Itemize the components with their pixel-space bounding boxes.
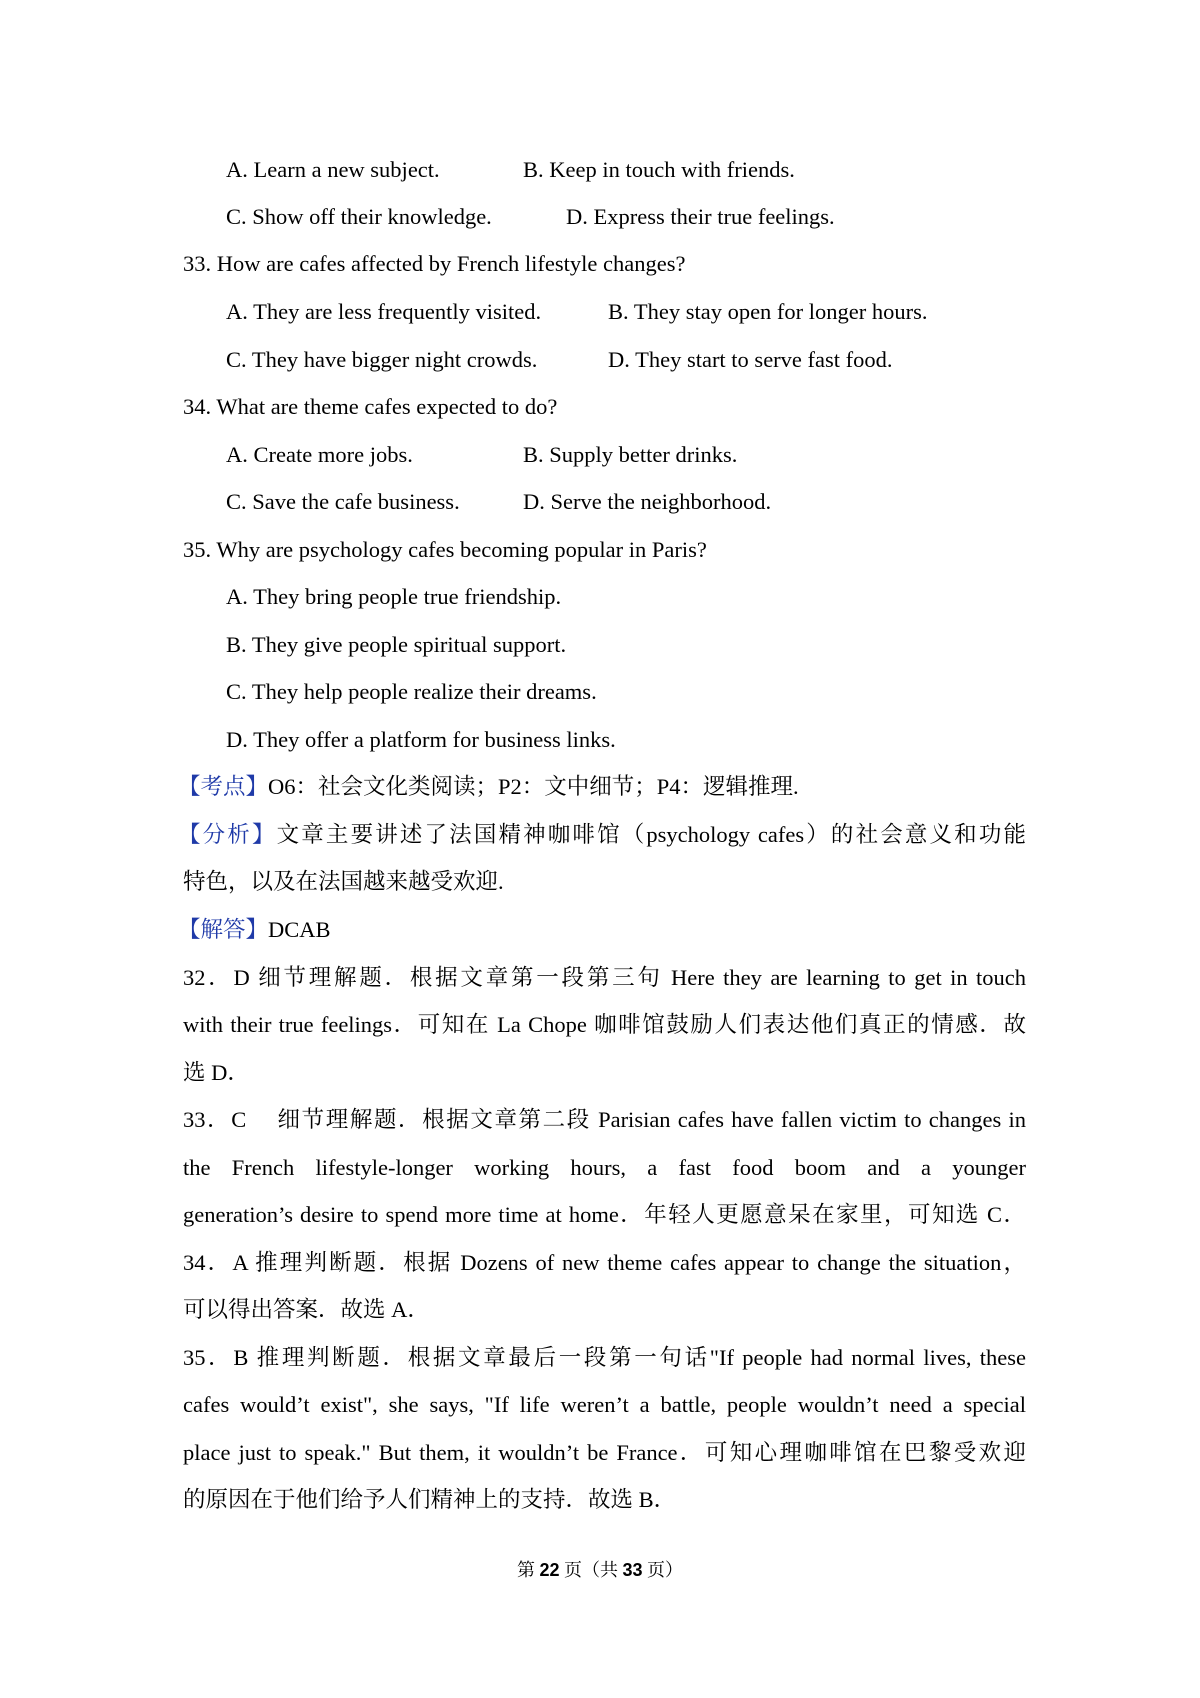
exp33-line3: generation’s desire to spend more time at home．年轻人更愿意呆在家里，可知选 C． bbox=[183, 1202, 1026, 1227]
q32-option-a: A. Learn a new subject. bbox=[226, 157, 440, 182]
q35-option-d: D. They offer a platform for business links. bbox=[226, 727, 616, 752]
q33-option-b: B. They stay open for longer hours. bbox=[608, 299, 928, 324]
q34-option-c: C. Save the cafe business. bbox=[226, 489, 460, 514]
q34-option-d: D. Serve the neighborhood. bbox=[523, 489, 772, 514]
exp34-line2: 可以得出答案．故选 A． bbox=[183, 1297, 430, 1322]
q34-question: 34. What are theme cafes expected to do? bbox=[183, 394, 558, 419]
q32-option-c: C. Show off their knowledge. bbox=[226, 204, 492, 229]
exp32-line1: 32．D 细节理解题．根据文章第一段第三句 Here they are learning to get in touch bbox=[183, 965, 1026, 990]
q33-option-a: A. They are less frequently visited. bbox=[226, 299, 542, 324]
footer-page-number: 22 bbox=[539, 1560, 560, 1580]
q35-option-a: A. They bring people true friendship. bbox=[226, 584, 562, 609]
exp32-line3: 选 D． bbox=[183, 1060, 250, 1085]
q34-option-b: B. Supply better drinks. bbox=[523, 442, 738, 467]
q34-option-a: A. Create more jobs. bbox=[226, 442, 413, 467]
exp33-line2: the French lifestyle-longer working hours, a fast food boom and a younger bbox=[183, 1155, 1026, 1180]
q33-question: 33. How are cafes affected by French lifestyle changes? bbox=[183, 251, 686, 276]
footer-suffix: 页） bbox=[642, 1560, 684, 1580]
q35-option-b: B. They give people spiritual support. bbox=[226, 632, 567, 657]
q35-question: 35. Why are psychology cafes becoming popular in Paris? bbox=[183, 537, 707, 562]
q32-option-d: D. Express their true feelings. bbox=[566, 204, 835, 229]
footer-total-pages: 33 bbox=[622, 1560, 643, 1580]
exp35-line2: cafes would’t exist", she says, "If life weren’t a battle, people wouldn’t need a special bbox=[183, 1392, 1026, 1417]
fenxi-row bbox=[178, 820, 1026, 850]
q33-option-c: C. They have bigger night crowds. bbox=[226, 347, 538, 372]
footer-prefix: 第 bbox=[516, 1560, 540, 1580]
jieda-tag: 【解答】 bbox=[178, 917, 269, 942]
fenxi-tag: 【分析】 bbox=[178, 822, 277, 847]
q33-option-d: D. They start to serve fast food. bbox=[608, 347, 893, 372]
q32-option-b: B. Keep in touch with friends. bbox=[523, 157, 795, 182]
exp35-line1: 35．B 推理判断题．根据文章最后一段第一句话"If people had normal lives, these bbox=[183, 1345, 1026, 1370]
kaodian-tag: 【考点】 bbox=[178, 774, 269, 799]
q35-option-c: C. They help people realize their dreams. bbox=[226, 679, 597, 704]
footer-middle: 页（共 bbox=[559, 1560, 623, 1580]
page-footer bbox=[0, 1558, 1200, 1582]
exp32-line2: with their true feelings．可知在 La Chope 咖啡馆鼓励人们表达他们真正的情感．故 bbox=[183, 1012, 1026, 1037]
exp35-line3: place just to speak." But them, it wouldn’t be France．可知心理咖啡馆在巴黎受欢迎 bbox=[183, 1440, 1026, 1465]
fenxi-text-line2: 特色，以及在法国越来越受欢迎. bbox=[183, 869, 504, 894]
jieda-text: DCAB bbox=[268, 917, 331, 942]
jieda-row bbox=[178, 915, 331, 945]
fenxi-text-line1: 文章主要讲述了法国精神咖啡馆（psychology cafes）的社会意义和功能 bbox=[276, 822, 1026, 847]
kaodian-text: O6：社会文化类阅读；P2：文中细节；P4：逻辑推理. bbox=[268, 774, 799, 799]
exp33-line1: 33．C 细节理解题．根据文章第二段 Parisian cafes have fallen victim to changes in bbox=[183, 1107, 1026, 1132]
exp34-line1: 34．A 推理判断题．根据 Dozens of new theme cafes appear to change the situation， bbox=[183, 1250, 1026, 1275]
exp35-line4: 的原因在于他们给予人们精神上的支持．故选 B． bbox=[183, 1487, 677, 1512]
kaodian-row bbox=[178, 772, 799, 802]
